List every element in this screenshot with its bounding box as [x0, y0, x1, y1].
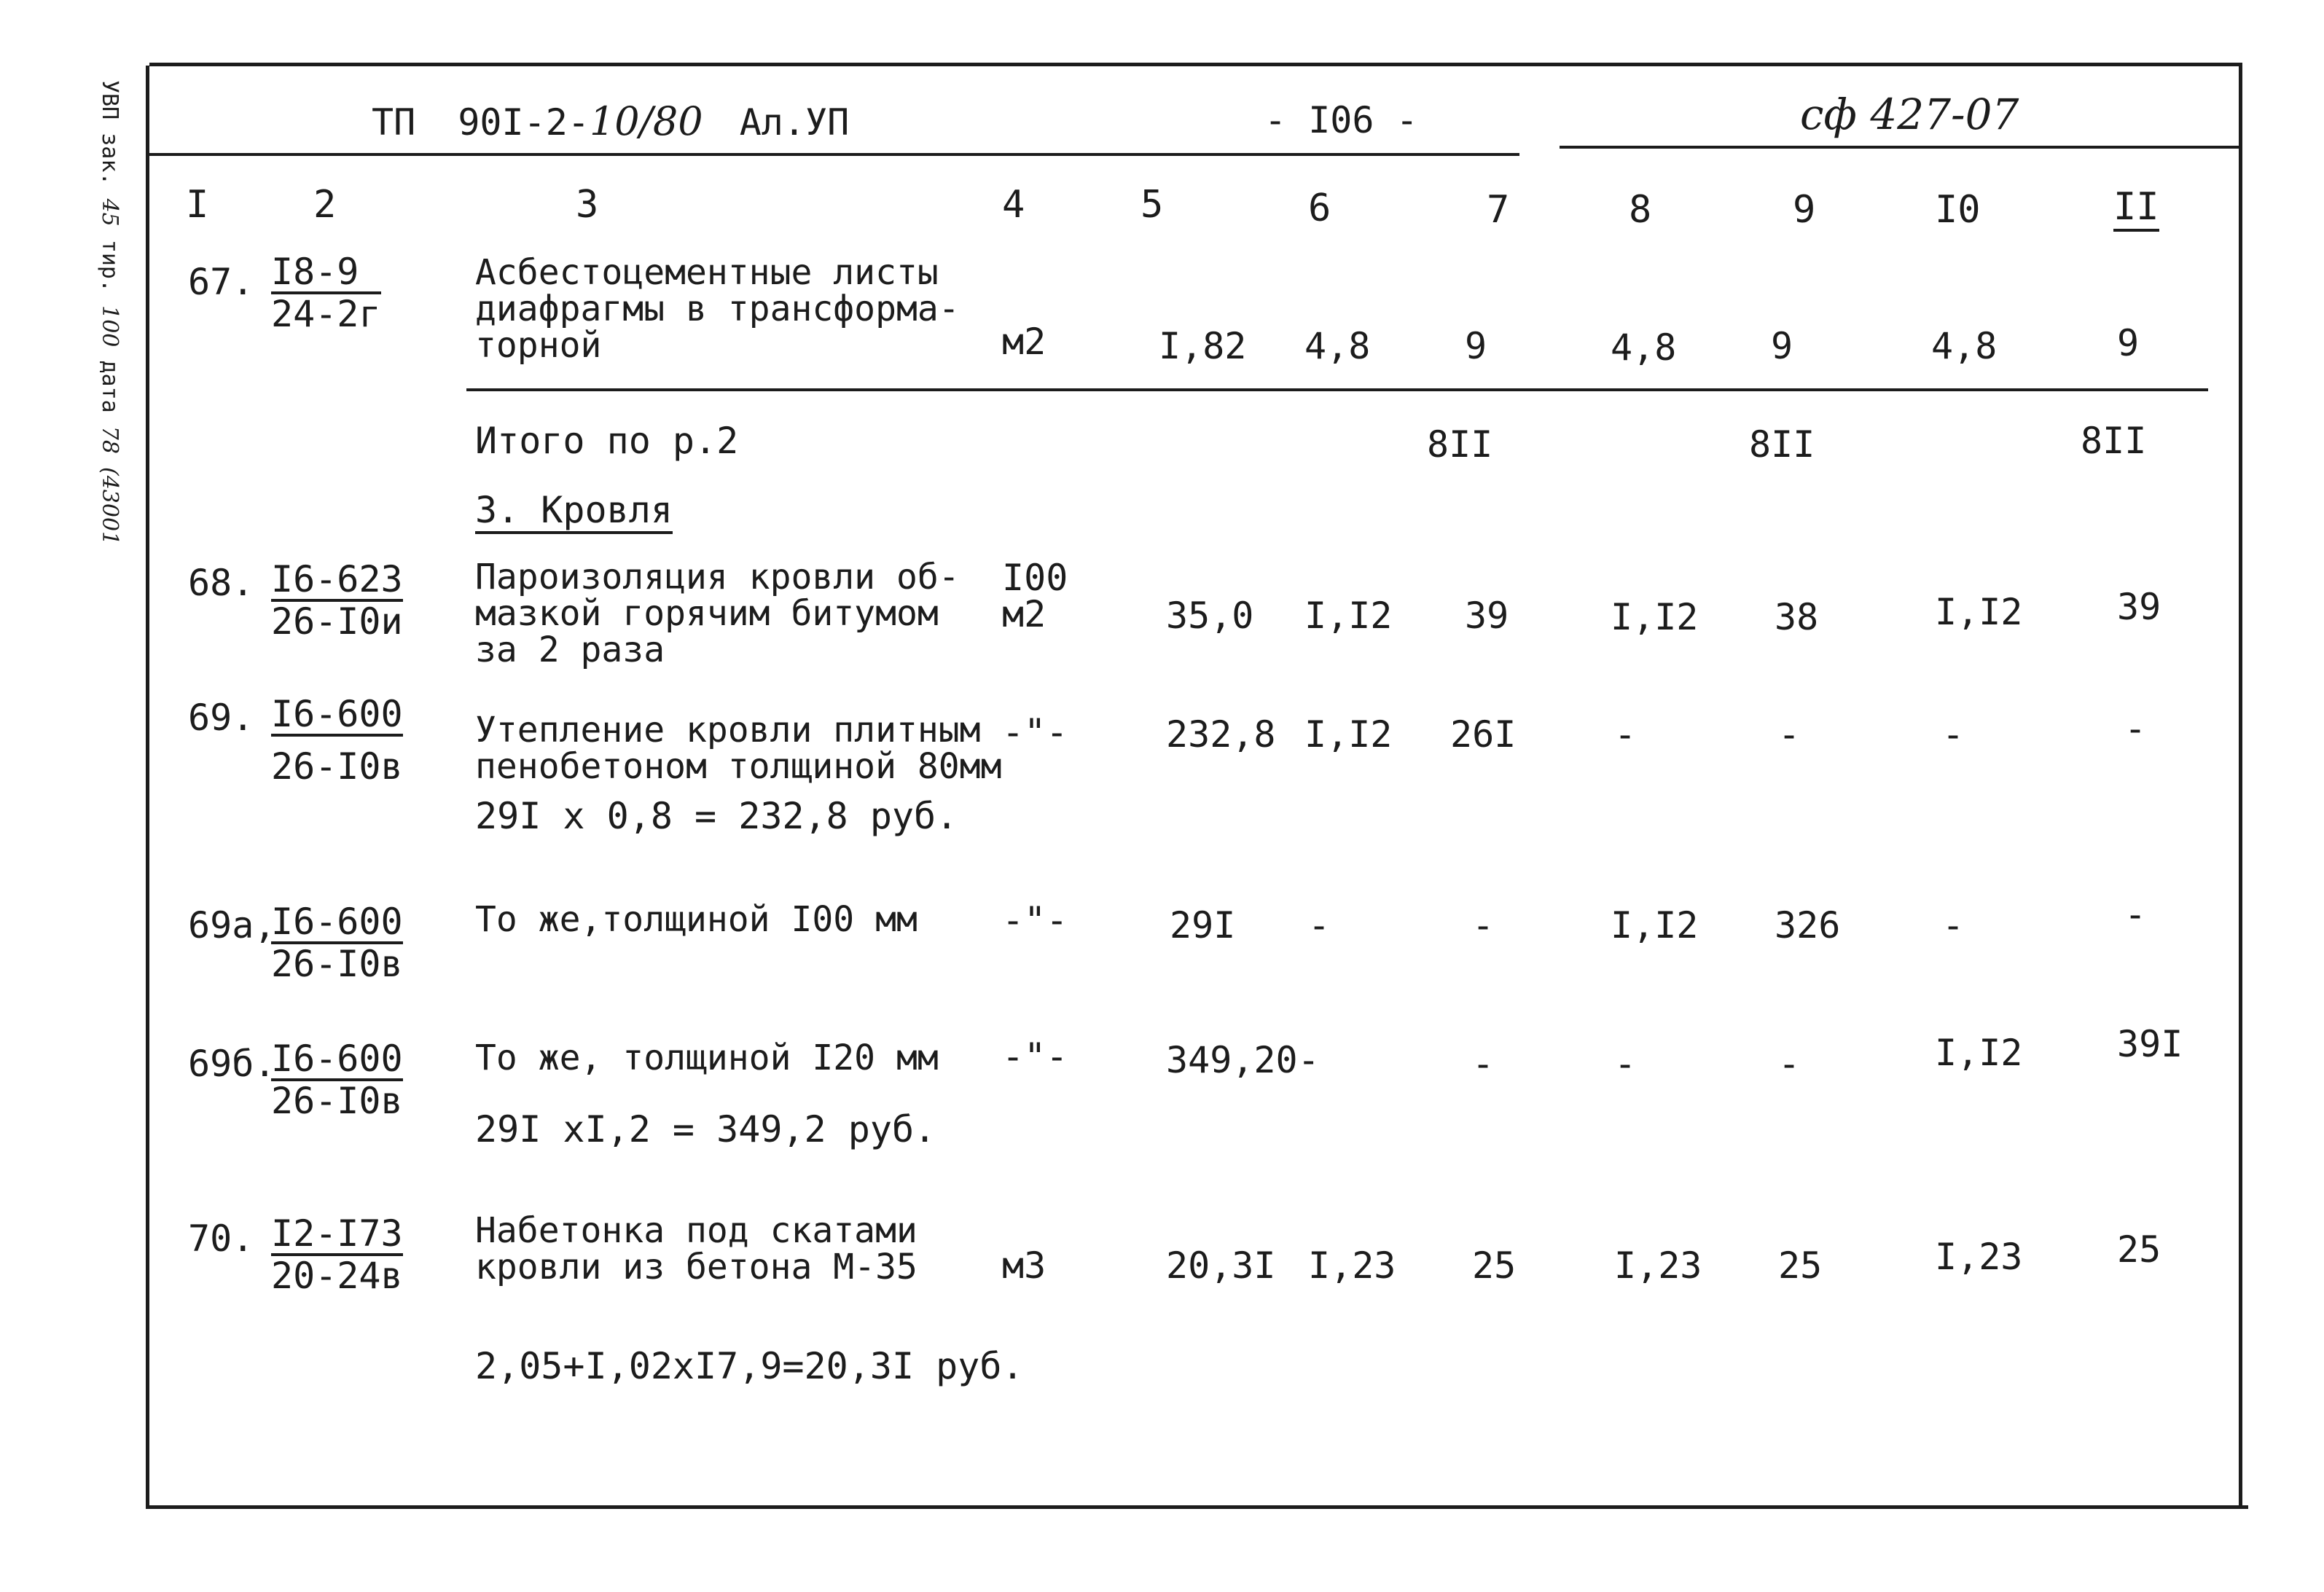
row-69-code	[271, 693, 403, 788]
row-69-unit: -"-	[1002, 711, 1068, 753]
row-68-col9: 38	[1775, 596, 1819, 638]
row-69-desc-line: пенобетоном толщиной 80мм	[475, 746, 1002, 787]
row-67-code-den: 24-2г	[271, 293, 381, 335]
row-69a-col7: -	[1472, 904, 1495, 946]
row-70-unit: м3	[1002, 1244, 1046, 1287]
stamp-circulation-label: тир.	[97, 239, 122, 293]
row-67-desc-line: диафрагмы в трансформа-	[475, 289, 960, 329]
row-69a-unit: -"-	[1002, 899, 1068, 941]
row-70-desc-line: Набетонка под скатами	[475, 1210, 918, 1251]
row-70-col9: 25	[1778, 1244, 1823, 1287]
col-num-7: 7	[1487, 188, 1510, 232]
stamp-date: 78	[97, 426, 122, 454]
row-69b-code-den: 26-I0в	[271, 1080, 403, 1122]
row-69b-col7: -	[1472, 1043, 1495, 1085]
row-69-col9: -	[1778, 713, 1801, 756]
row-68-code-den: 26-I0и	[271, 600, 403, 643]
subtotal-label: Итого по р.2	[475, 420, 739, 462]
row-69-col6: I,I2	[1304, 713, 1393, 756]
row-70-note: 2,05+I,02хI7,9=20,3I руб.	[475, 1345, 1024, 1387]
row-69b-unit: -"-	[1002, 1035, 1068, 1078]
row-69-code-den: 26-I0в	[271, 745, 403, 788]
row-70-description	[475, 1210, 918, 1287]
col-num-6: 6	[1308, 187, 1331, 230]
stamp-order: 45	[97, 198, 122, 227]
row-67-col10: 4,8	[1931, 325, 1998, 367]
row-70-number: 70.	[188, 1217, 254, 1260]
row-68-unit-top: I00	[1002, 557, 1068, 599]
section-title: 3. Кровля	[475, 492, 673, 534]
col-num-4: 4	[1002, 183, 1025, 227]
row-70-code-den: 20-24в	[271, 1255, 403, 1297]
row-69b-note: 29I хI,2 = 349,2 руб.	[475, 1108, 936, 1150]
doc-series	[372, 98, 850, 144]
row-70-col6: I,23	[1308, 1244, 1396, 1287]
col-num-2: 2	[313, 183, 337, 227]
row-67-col5: I,82	[1159, 325, 1247, 367]
row-70-col5: 20,3I	[1166, 1244, 1276, 1287]
row-69b-col5: 349,20-	[1166, 1039, 1320, 1081]
row-69b-col11: 39I	[2117, 1023, 2183, 1065]
row-69b-col8: -	[1614, 1043, 1637, 1085]
row-68-col8: I,I2	[1611, 596, 1699, 638]
row-68-desc-line: мазкой горячим битумом	[475, 593, 939, 634]
row-69-col10: -	[1942, 713, 1965, 756]
side-stamp	[98, 80, 120, 545]
row-69b-description	[475, 1040, 939, 1077]
row-69-number: 69.	[188, 697, 254, 739]
col-num-10: I0	[1935, 188, 1981, 232]
row-70-col7: 25	[1472, 1244, 1517, 1287]
archive-code: сф 427-07	[1800, 90, 2019, 139]
row-67-number: 67.	[188, 261, 254, 303]
row-70-desc-line: кровли из бетона М-35	[475, 1247, 918, 1287]
col-num-5: 5	[1141, 183, 1164, 227]
header-rule-right	[1560, 146, 2239, 149]
frame-left-line	[146, 66, 149, 1508]
row-70-code	[271, 1212, 403, 1297]
series-handwritten: 10/80	[589, 98, 703, 144]
row-68-desc-line: за 2 раза	[475, 630, 665, 670]
row-67-description	[475, 252, 960, 366]
row-69a-code-den: 26-I0в	[271, 943, 403, 985]
page-number: - I06 -	[1264, 99, 1418, 141]
row-69a-col5: 29I	[1170, 904, 1236, 946]
row-68-code	[271, 558, 403, 643]
subtotal-col7: 8II	[1427, 423, 1493, 466]
row-69a-col8: I,I2	[1611, 904, 1699, 946]
row-69b-col10: I,I2	[1935, 1032, 2023, 1074]
frame-top-line	[149, 63, 2241, 66]
row-69-desc-line: Утепление кровли плитным	[475, 710, 981, 750]
row-69a-col11: -	[2124, 893, 2147, 936]
row-68-col7: 39	[1465, 595, 1509, 637]
row-69a-description	[475, 899, 918, 940]
row-67-col9: 9	[1771, 325, 1793, 367]
col-num-3: 3	[576, 183, 599, 227]
row-69-col11: -	[2124, 707, 2147, 750]
col-num-11: II	[2113, 188, 2159, 232]
row-69a-code-num: I6-600	[271, 901, 403, 943]
row-68-col11: 39	[2117, 586, 2161, 628]
row-67-col11: 9	[2117, 322, 2140, 364]
header-rule	[149, 153, 1519, 156]
row-67-code-num: I8-9	[271, 254, 381, 294]
row-69a-col10: -	[1942, 904, 1965, 946]
row-67-col8: 4,8	[1611, 326, 1677, 369]
row-69a-desc-line: То же,толщиной I00 мм	[475, 899, 918, 940]
row-68-col5: 35,0	[1166, 595, 1254, 637]
row-69-note: 29I х 0,8 = 232,8 руб.	[475, 795, 958, 837]
frame-bottom-line	[146, 1505, 2248, 1509]
row-68-unit: м2	[1002, 593, 1046, 635]
row-69a-col9: 326	[1775, 904, 1841, 946]
subtotal-rule	[466, 388, 2208, 391]
series-number: 90I-2-	[458, 101, 590, 144]
row-69a-code	[271, 901, 403, 985]
subtotal-col9: 8II	[1749, 423, 1815, 466]
row-67-col7: 9	[1465, 325, 1487, 367]
col-num-1: I	[186, 183, 209, 227]
row-69a-col6: -	[1308, 904, 1331, 946]
col-num-8: 8	[1629, 188, 1652, 232]
row-69-col7: 26I	[1450, 713, 1517, 756]
row-70-col11: 25	[2117, 1228, 2161, 1271]
row-68-number: 68.	[188, 562, 254, 604]
row-69b-desc-line: То же, толщиной I20 мм	[475, 1038, 939, 1078]
row-70-code-num: I2-I73	[271, 1212, 403, 1255]
stamp-number: (43001	[97, 467, 122, 546]
row-70-col10: I,23	[1935, 1236, 2023, 1278]
row-69-code-num: I6-600	[271, 693, 403, 735]
album: Ал.УП	[739, 101, 850, 144]
row-70-col8: I,23	[1614, 1244, 1702, 1287]
row-68-col10: I,I2	[1935, 591, 2023, 633]
row-69-col5: 232,8	[1166, 713, 1276, 756]
row-69a-number: 69а,	[188, 904, 276, 946]
row-68-code-num: I6-623	[271, 558, 403, 600]
series-prefix: ТП	[372, 101, 416, 144]
row-68-description	[475, 557, 960, 670]
subtotal-col11: 8II	[2081, 420, 2147, 462]
row-69-col8: -	[1614, 713, 1637, 756]
row-67-code	[271, 251, 381, 335]
row-69-description	[475, 710, 1002, 787]
frame-right-line	[2239, 63, 2242, 1509]
row-69b-number: 69б.	[188, 1043, 276, 1085]
stamp-circulation: 100	[97, 305, 122, 348]
row-69b-code-num: I6-600	[271, 1038, 403, 1080]
stamp-printed: УВП зак.	[97, 80, 122, 186]
row-67-unit: м2	[1002, 321, 1046, 363]
col-num-9: 9	[1793, 188, 1816, 232]
stamp-date-label: дата	[97, 360, 122, 413]
row-69b-code	[271, 1038, 403, 1122]
row-68-col6: I,I2	[1304, 595, 1393, 637]
row-67-desc-line: Асбестоцементные листы	[475, 252, 939, 293]
row-67-desc-line: торной	[475, 325, 602, 366]
row-68-desc-line: Пароизоляция кровли об-	[475, 557, 960, 597]
row-67-col6: 4,8	[1304, 325, 1371, 367]
row-69b-col9: -	[1778, 1043, 1801, 1085]
